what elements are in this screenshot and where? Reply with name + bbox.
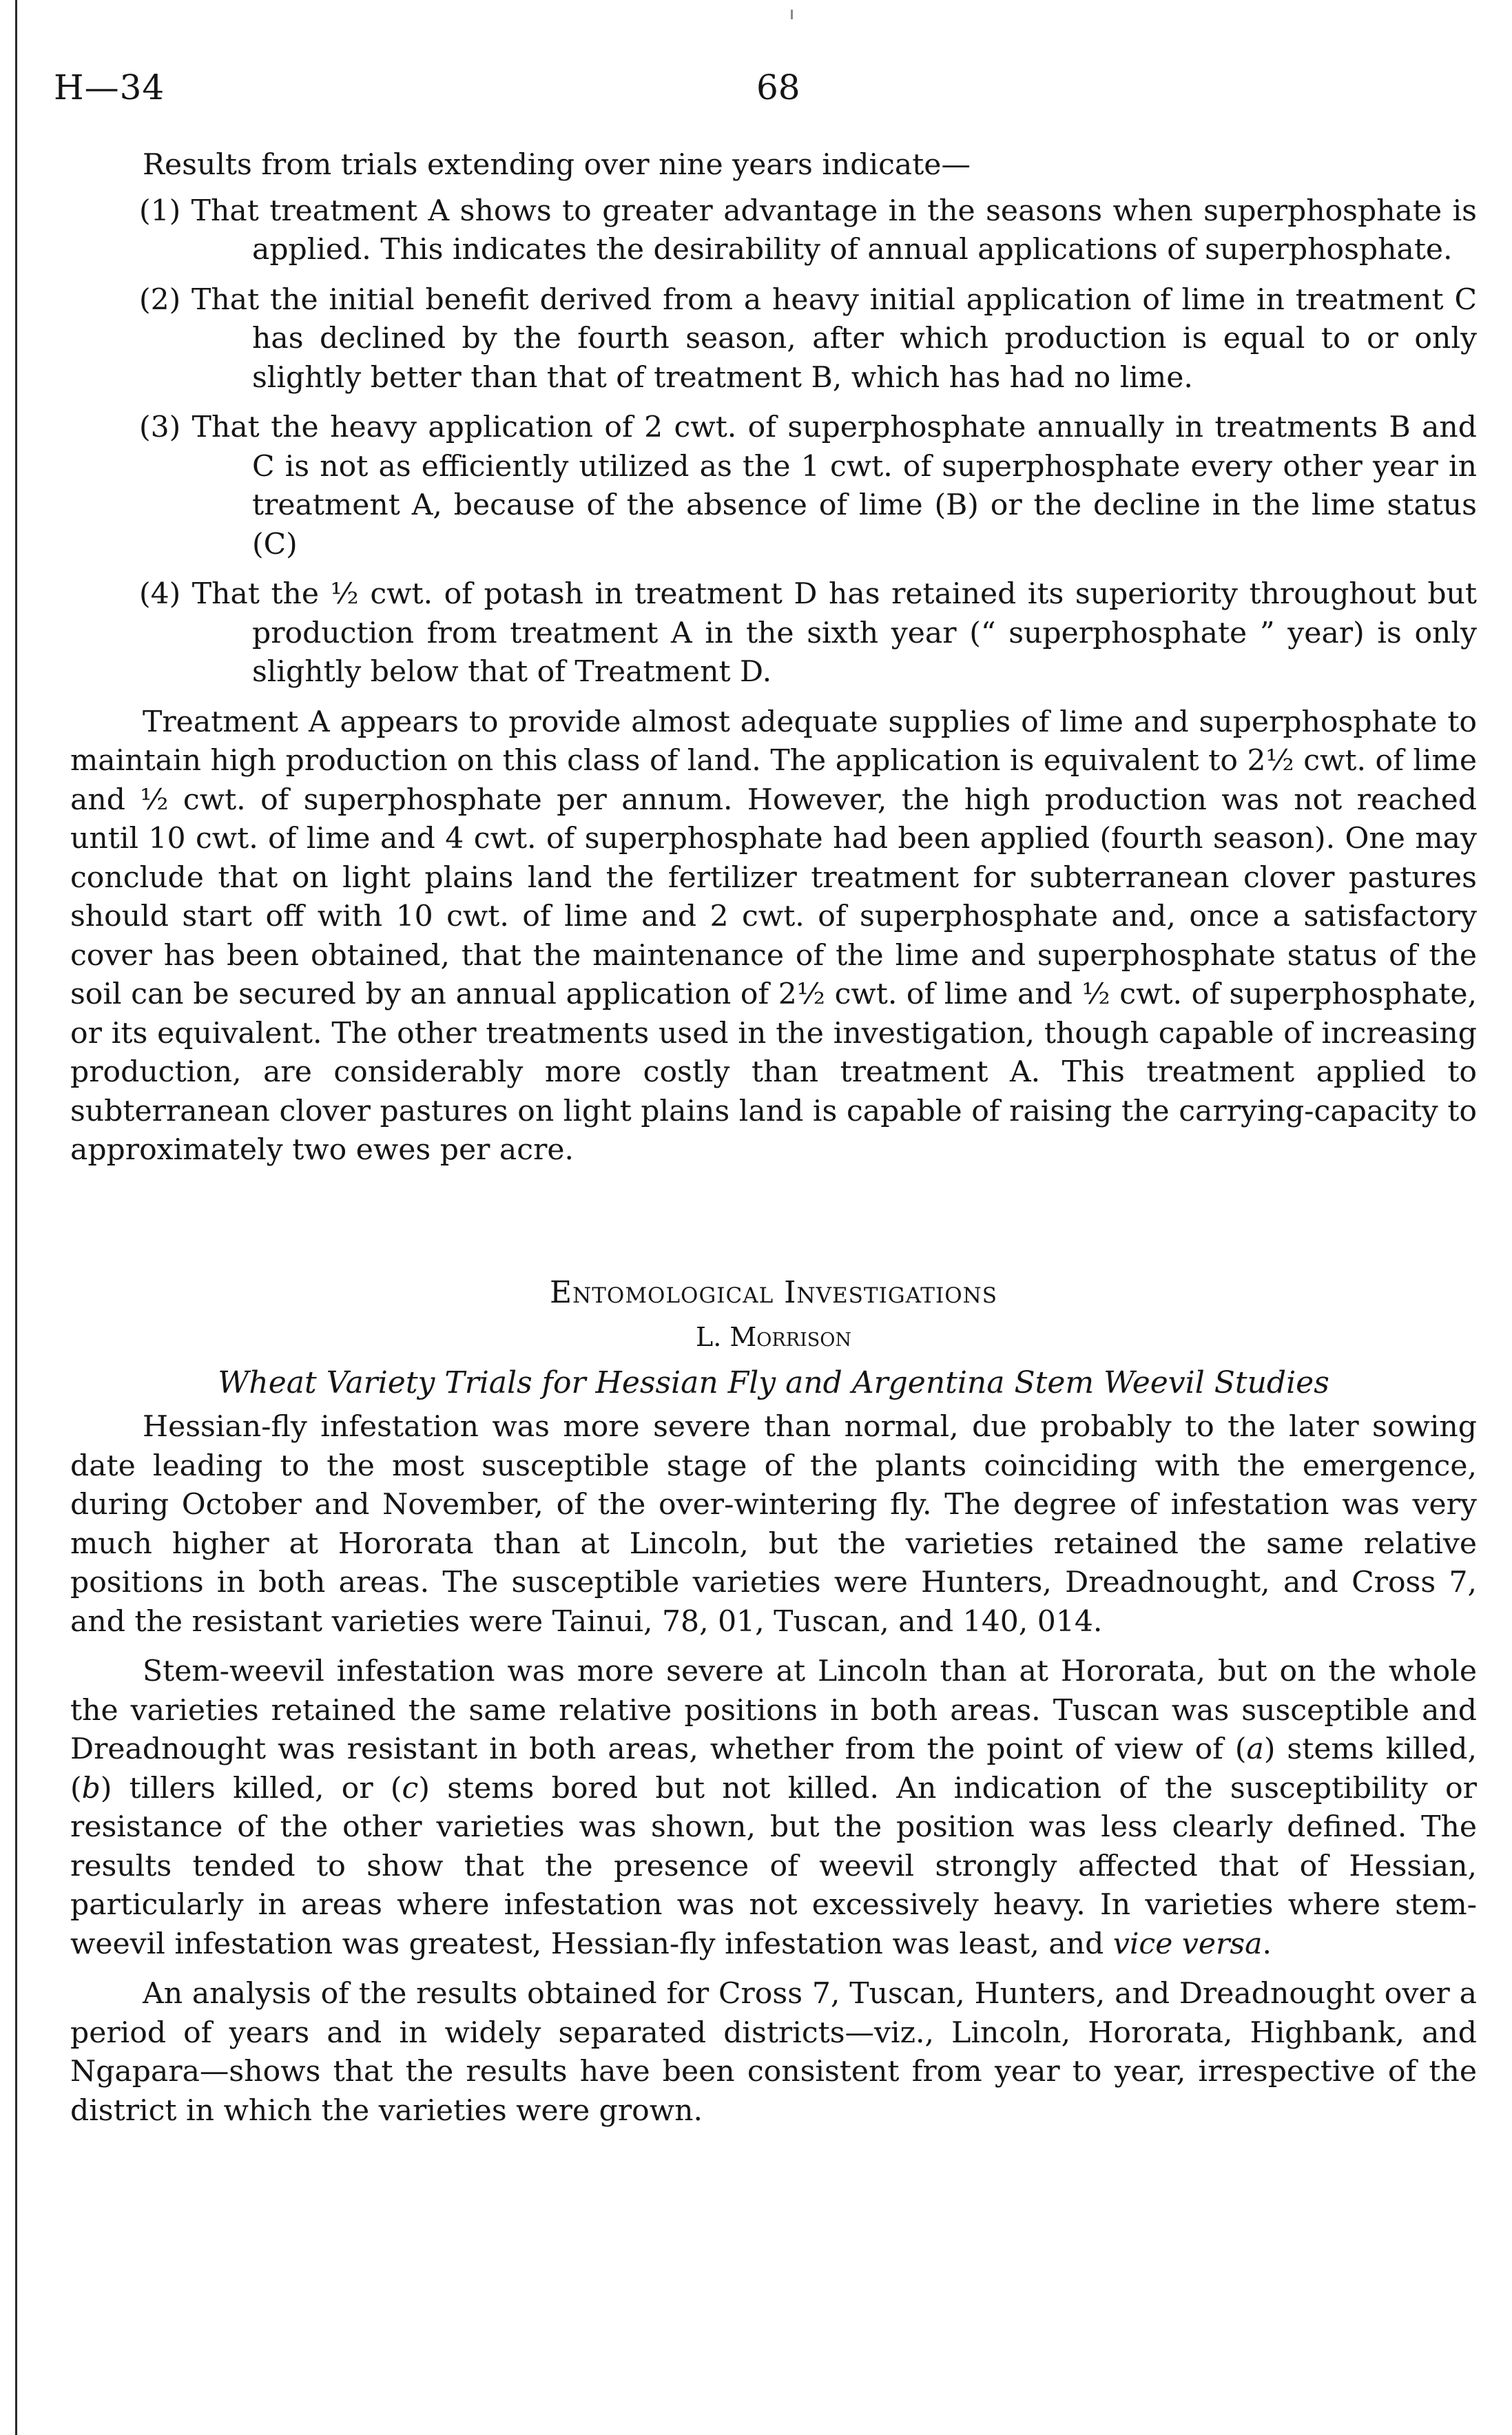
- result-number: (1): [139, 194, 181, 228]
- result-number: (3): [139, 411, 181, 444]
- text-run: ) tillers killed, or (: [100, 1771, 402, 1805]
- section-author: L. Morrison: [695, 1322, 852, 1352]
- section-subheading: Wheat Variety Trials for Hessian Fly and Argentina Stem Weevil Studies: [218, 1365, 1329, 1400]
- document-series-code: H—34: [54, 68, 165, 107]
- result-text: That the initial benefit derived from a heavy initial application of lime in treatment C has declined by the fourth season, after which production is equal to or only slightly better than that of treatment B, which has had no lime.: [191, 282, 1477, 395]
- treatment-paragraph: Treatment A appears to provide almost adequate supplies of lime and superphosphate to maintain high production on this class of land. The application is equivalent to 2½ cwt. of lime and ½ cwt. of superphosphate per annum. However, the high production was not reached until 10 cwt. of lime and 4 cwt. of superphosphate had been applied (fourth season). One may conclude that on light plains land the fertilizer treatment for subterranean clover pastures should start off with 10 cwt. of lime and 2 cwt. of superphosphate and, once a satisfactory cover has been obtained, that the maintenance of the lime and superphosphate status of the soil can be secured by an annual application of 2½ cwt. of lime and ½ cwt. of superphosphate, or its equivalent. The other treatments used in the investigation, though capable of increasing production, are considerably more costly than treatment A. This treatment applied to subterranean clover pastures on light plains land is capable of raising the carrying-capacity to approximately two ewes per acre.: [70, 705, 1477, 1167]
- text-run: .: [1262, 1927, 1272, 1961]
- stem-weevil-paragraph: [70, 1652, 1477, 1964]
- results-intro: Results from trials extending over nine years indicate—: [143, 148, 971, 182]
- result-text: That the heavy application of 2 cwt. of superphosphate annually in treatments B and C is not as efficiently utilized as the 1 cwt. of superphosphate every other year in treatment A, because of the absence of lime (B) or the decline in the lime status (C): [191, 411, 1477, 561]
- result-item-2: [70, 281, 1477, 398]
- italic-vice-versa: vice versa: [1112, 1927, 1263, 1961]
- result-item-1: [70, 192, 1477, 270]
- page-edge-rule: [15, 0, 17, 2435]
- body-text: [70, 146, 1477, 2142]
- result-text: That treatment A shows to greater advantage in the seasons when superphosphate is applied. This indicates the desirability of annual applications of superphosphate.: [191, 194, 1477, 267]
- italic-letter-a: a: [1246, 1732, 1264, 1766]
- text-run: ) stems killed, (: [70, 1732, 1477, 1805]
- italic-letter-c: c: [402, 1771, 419, 1805]
- page-number: 68: [756, 68, 800, 107]
- result-item-4: [70, 575, 1477, 692]
- analysis-paragraph: An analysis of the results obtained for Cross 7, Tuscan, Hunters, and Dreadnought over a period of years and in widely separated districts—viz., Lincoln, Hororata, Highbank, and Ngapara—shows that the results have been consistent from year to year, irrespective of the district in which the varieties were grown.: [70, 1977, 1477, 2128]
- text-run: Stem-weevil infestation was more severe at Lincoln than at Hororata, but on the whole the varieties retained the same relative positions in both areas. Tuscan was susceptible and Dreadnought was resistant in both areas, whether from the point of view of (: [70, 1655, 1477, 1766]
- result-item-3: [70, 408, 1477, 564]
- result-number: (4): [139, 577, 181, 611]
- result-text: That the ½ cwt. of potash in treatment D has retained its superiority throughout but production from treatment A in the sixth year (“ superphosphate ” year) is only slightly below that of Treatment D.: [191, 577, 1478, 689]
- scan-mark: [791, 10, 793, 19]
- text-run: ) stems bored but not killed. An indication of the susceptibility or resistance of the other varieties was shown, but the position was less clearly defined. The results tended to show that the presence of weevil strongly affected that of Hessian, particularly in areas where infestation was not excessively heavy. In varieties where stem-weevil infestation was greatest, Hessian-fly infestation was least, and: [70, 1771, 1477, 1961]
- italic-letter-b: b: [81, 1771, 101, 1805]
- hessian-fly-paragraph: Hessian-fly infestation was more severe than normal, due probably to the later sowing date leading to the most susceptible stage of the plants coinciding with the emergence, during October and November, of the over-wintering fly. The degree of infestation was very much higher at Hororata than at Lincoln, but the varieties retained the same relative positions in both areas. The susceptible varieties were Hunters, Dreadnought, and Cross 7, and the resistant varieties were Tainui, 78, 01, Tuscan, and 140, 014.: [70, 1410, 1477, 1639]
- section-title: Entomological Investigations: [549, 1274, 998, 1310]
- result-number: (2): [139, 282, 181, 317]
